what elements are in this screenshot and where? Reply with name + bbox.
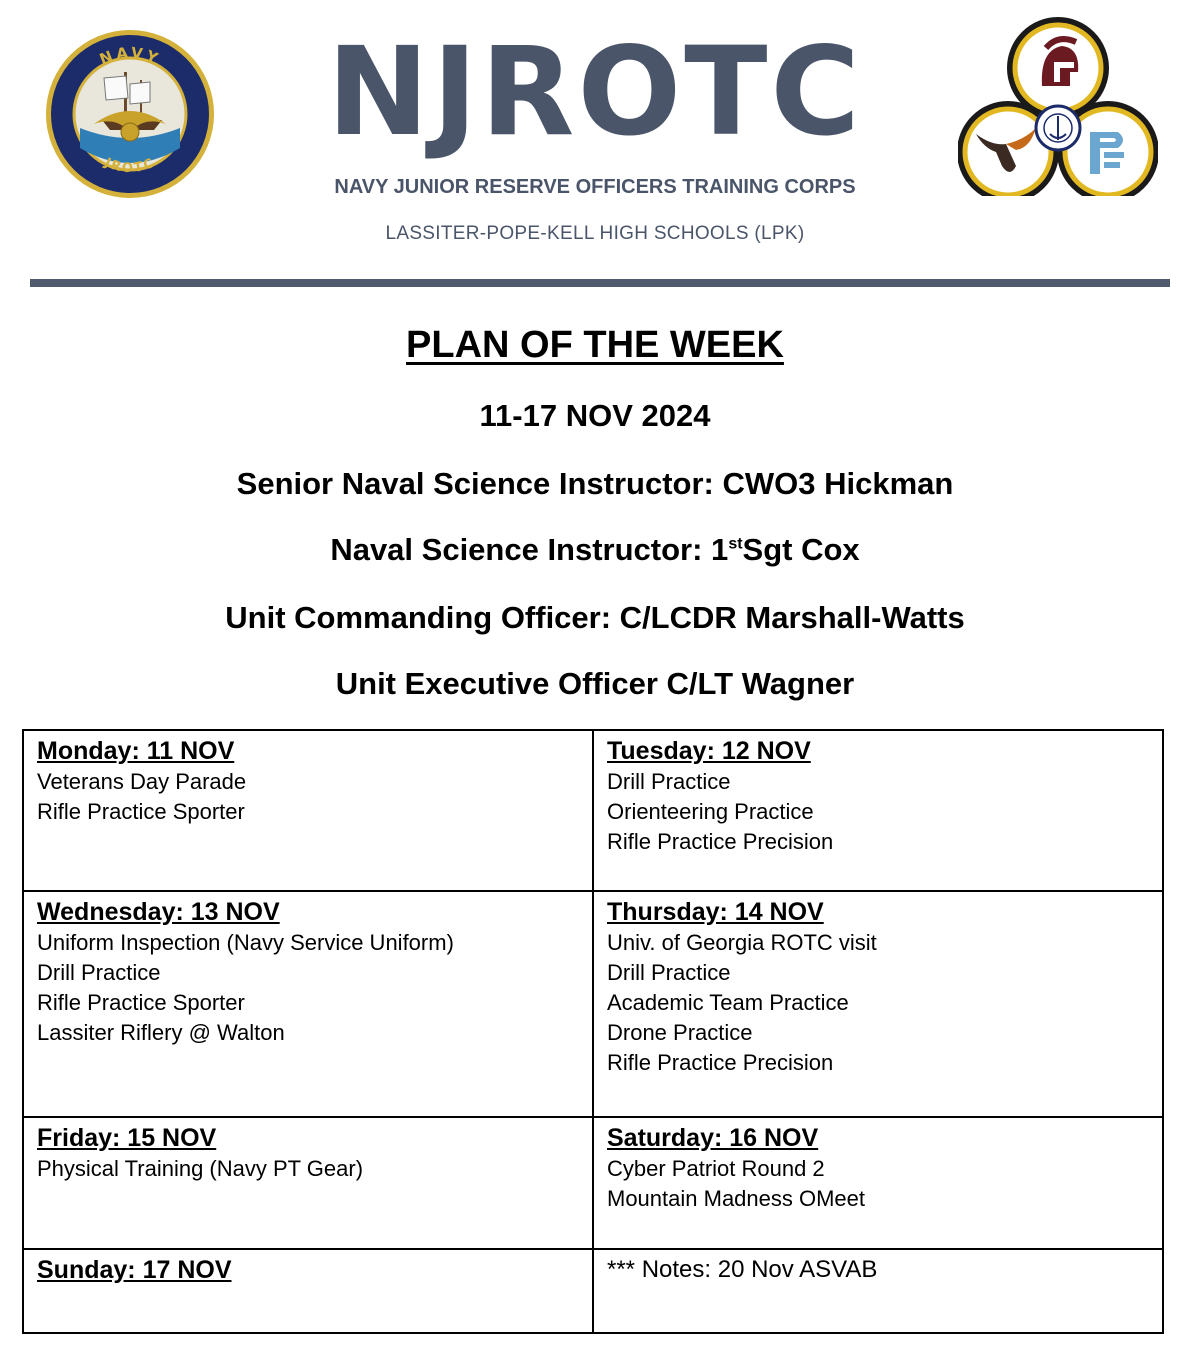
schedule-item: Lassiter Riflery @ Walton [37,1020,285,1045]
schedule-item: Mountain Madness OMeet [607,1186,866,1211]
schedule-item: Orienteering Practice [607,799,814,824]
seal-bottom-text: JROTC [102,155,158,177]
schedule-item: Univ. of Georgia ROTC visit [607,930,877,955]
week-dates: 11-17 NOV 2024 [479,398,711,433]
schedule-item: Academic Team Practice [607,990,849,1015]
day-label: Monday: 11 NOV [37,737,235,765]
header-divider [30,279,1170,287]
schedule-item: Rifle Practice Precision [607,829,834,854]
navy-jrotc-seal-logo [44,28,216,200]
commanding-officer: Unit Commanding Officer: C/LCDR Marshall-Watts [225,600,965,635]
notes-text: *** Notes: 20 Nov ASVAB [607,1256,878,1283]
schedule-item: Drill Practice [607,960,731,985]
schedule-item: Drone Practice [607,1020,753,1045]
day-cell-thursday [593,891,1163,1117]
instructor-suffix: Sgt Cox [742,532,860,567]
day-label: Tuesday: 12 NOV [607,737,811,765]
lpk-three-schools-emblem [958,16,1158,196]
day-cell-tuesday [593,730,1163,891]
schedule-item: Drill Practice [37,960,161,985]
center-seal-icon [1036,106,1080,150]
instructor-prefix: Naval Science Instructor: 1 [330,532,729,567]
brand-block [290,22,900,245]
day-cell-wednesday [23,891,593,1117]
executive-officer: Unit Executive Officer C/LT Wagner [335,666,855,701]
schedule-item: Rifle Practice Precision [607,1050,834,1075]
notes-cell [593,1249,1163,1333]
day-cell-friday [23,1117,593,1249]
day-cell-sunday [23,1249,593,1333]
schedule-item: Physical Training (Navy PT Gear) [37,1156,364,1181]
schedule-item: Veterans Day Parade [37,769,247,794]
schedule-item: Cyber Patriot Round 2 [607,1156,825,1181]
brand-title: NJROTC [327,21,863,163]
naval-science-instructor [0,532,1190,568]
senior-instructor: Senior Naval Science Instructor: CWO3 Hickman [236,466,954,501]
day-label: Saturday: 16 NOV [607,1124,819,1152]
day-cell-monday [23,730,593,891]
page-title: PLAN OF THE WEEK [406,324,784,366]
day-label: Friday: 15 NOV [37,1124,217,1152]
day-label: Sunday: 17 NOV [37,1256,232,1284]
schedule-item: Rifle Practice Sporter [37,990,245,1015]
schedule-item: Uniform Inspection (Navy Service Uniform) [37,930,454,955]
day-label: Thursday: 14 NOV [607,898,824,926]
brand-schools: LASSITER-POPE-KELL HIGH SCHOOLS (LPK) [385,223,805,244]
day-cell-saturday [593,1117,1163,1249]
seal-top-text: NAVY [97,43,164,69]
instructor-ordinal: st [728,535,743,553]
brand-subtitle: NAVY JUNIOR RESERVE OFFICERS TRAINING CORPS [334,176,856,198]
schedule-item: Rifle Practice Sporter [37,799,245,824]
day-label: Wednesday: 13 NOV [37,898,280,926]
schedule-item: Drill Practice [607,769,731,794]
weekly-schedule-table [22,729,1164,1334]
